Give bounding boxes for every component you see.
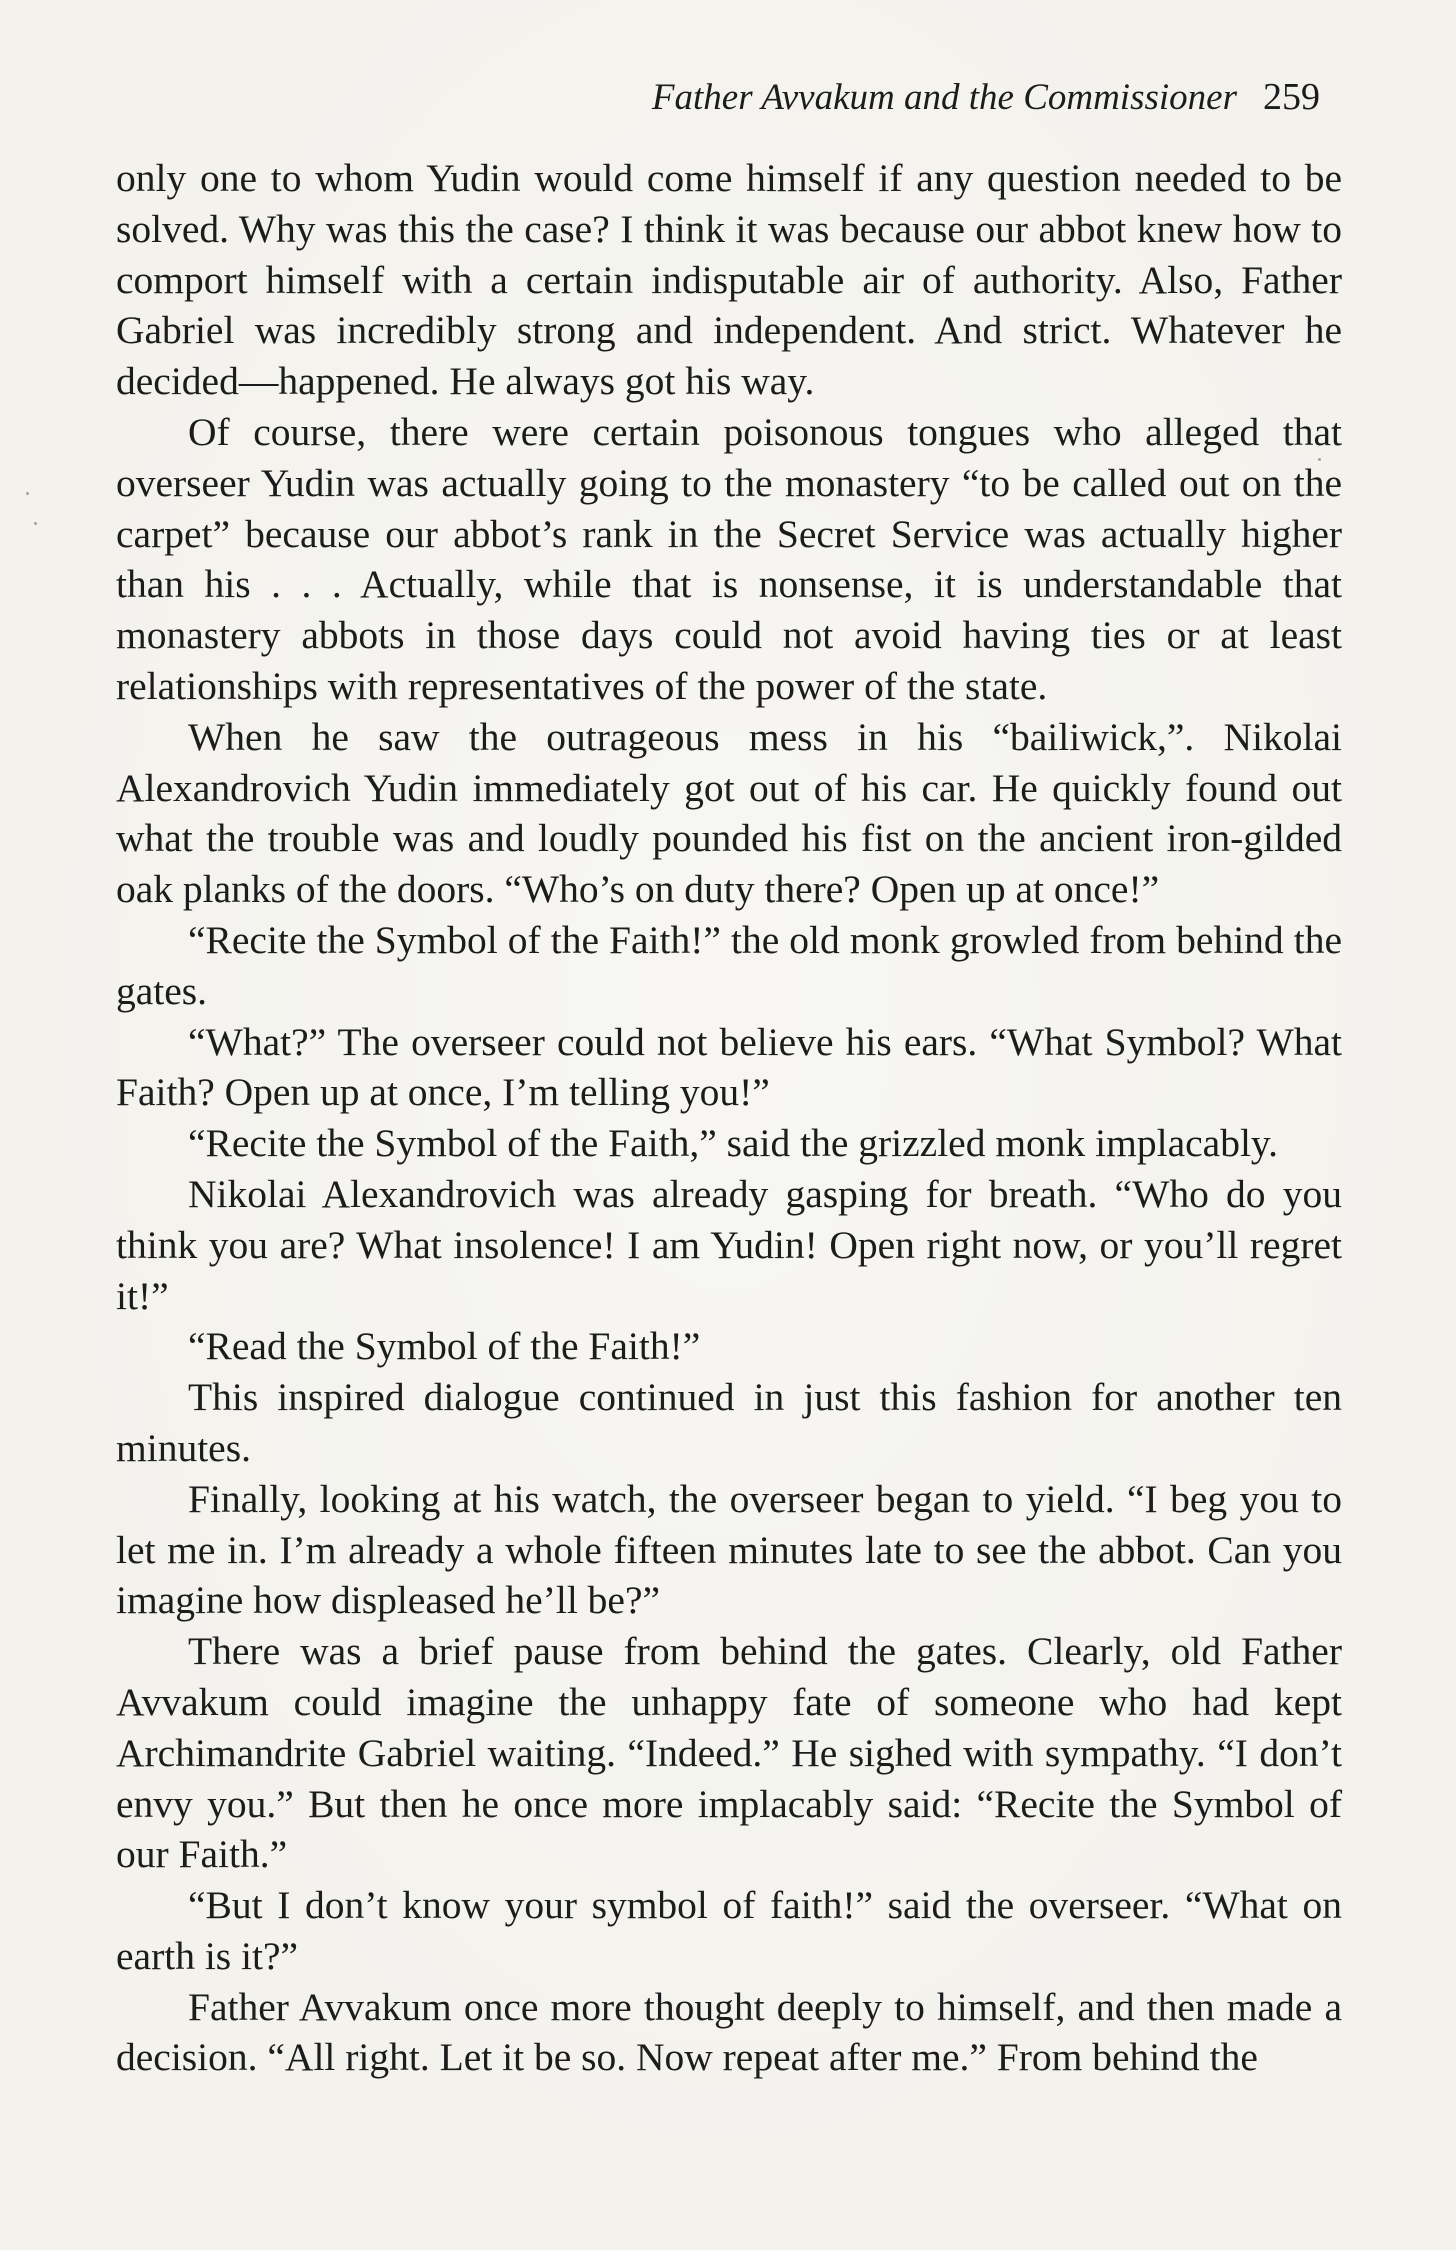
paragraph: There was a brief pause from behind the gates. Clearly, old Father Avvakum could imagine the unhappy fate of someone who had kept Archimandrite Gabriel waiting. “Indeed.” He sighed with sympathy. “I don’t envy you.” But then he once more implacably said: “Recite the Symbol of our Faith.”: [116, 1629, 1342, 1877]
paragraph: “Recite the Symbol of the Faith!” the old monk growled from behind the gates.: [116, 917, 1342, 1013]
page-header: [116, 72, 1320, 122]
paper-speck: [26, 492, 29, 495]
paragraph: When he saw the outrageous mess in his “bailiwick,”. Nikolai Alexandrovich Yudin immediately got out of his car. He quickly found out what the trouble was and loudly pounded his fist on the ancient iron-gilded oak planks of the doors. “Who’s on duty there? Open up at once!”: [116, 714, 1342, 912]
page-number: 259: [1263, 76, 1320, 118]
paragraph: “But I don’t know your symbol of faith!” said the overseer. “What on earth is it?”: [116, 1883, 1342, 1978]
paragraph: Nikolai Alexandrovich was already gasping for breath. “Who do you think you are? What insolence! I am Yudin! Open right now, or you’ll regret it!”: [116, 1171, 1342, 1318]
running-head: Father Avvakum and the Commissioner: [651, 77, 1237, 118]
paper-speck: [34, 522, 37, 525]
paragraph: Finally, looking at his watch, the overseer began to yield. “I beg you to let me in. I’m already a whole fifteen minutes late to see the abbot. Can you imagine how displeased he’ll be?”: [116, 1476, 1342, 1623]
body-text: [116, 153, 1342, 2083]
paragraph: only one to whom Yudin would come himself if any question needed to be solved. Why was this the case? I think it was because our abbot knew how to comport himself with a certain indisputable air of authority. Also, Father Gabriel was incredibly strong and independent. And strict. Whatever he decided—happened. He always got his way.: [116, 156, 1342, 404]
paragraph: This inspired dialogue continued in just this fashion for another ten minutes.: [116, 1375, 1342, 1470]
paragraph: Father Avvakum once more thought deeply to himself, and then made a decision. “All right. Let it be so. Now repeat after me.” From behind the: [116, 1984, 1342, 2080]
paragraph: “Recite the Symbol of the Faith,” said the grizzled monk implacably.: [188, 1121, 1278, 1166]
paragraph: Of course, there were certain poisonous tongues who alleged that overseer Yudin was actually going to the monastery “to be called out on the carpet” because our abbot’s rank in the Secret Service was actually higher than his . . . Actually, while that is nonsense, it is understandable that monastery abbots in those days could not avoid having ties or at least relationships with representatives of the power of the state.: [116, 409, 1342, 708]
paragraph: “What?” The overseer could not believe his ears. “What Symbol? What Faith? Open up at once, I’m telling you!”: [116, 1019, 1342, 1115]
paragraph: “Read the Symbol of the Faith!”: [188, 1324, 701, 1369]
